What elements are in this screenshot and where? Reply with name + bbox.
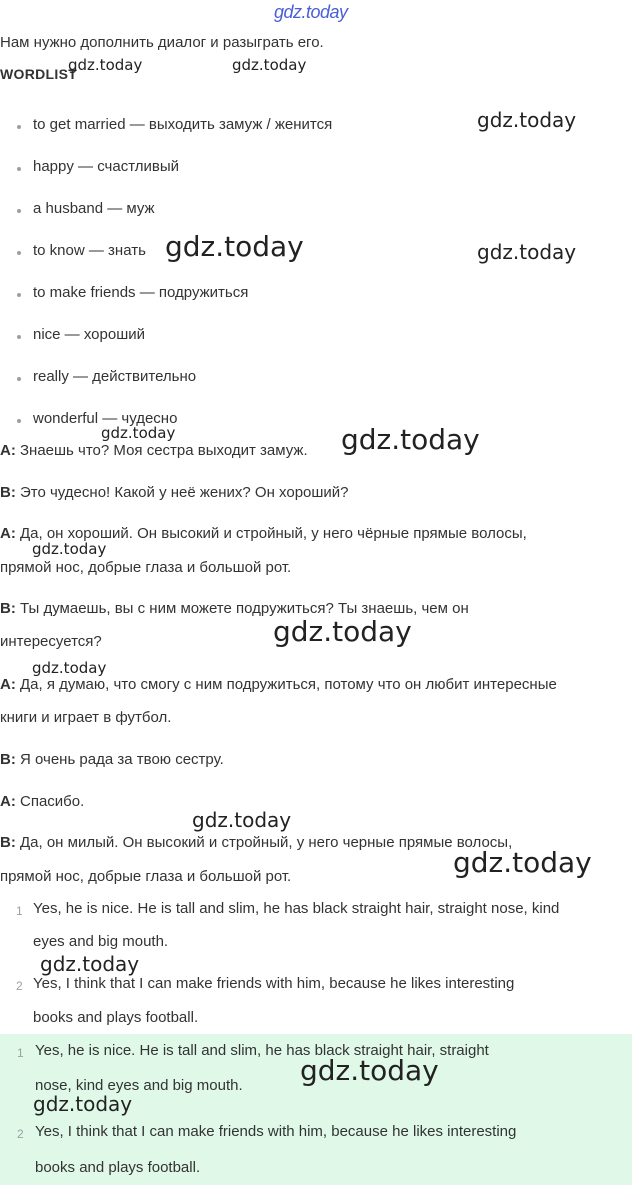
answer-line: books and plays football. [35,1159,201,1176]
watermark: gdz.today [232,56,307,74]
watermark: gdz.today [101,424,176,442]
dialog-line-continued: прямой нос, добрые глаза и большой рот. [0,868,292,885]
speaker-label: A: [0,793,16,810]
dialog-line [0,834,512,851]
dialog-line [0,484,349,501]
dialog-text: Я очень рада за твою сестру. [20,751,224,768]
watermark: gdz.today [33,1092,133,1116]
watermark: gdz.today [273,615,412,648]
watermark: gdz.today [477,240,577,264]
wordlist-item: really — действительно [33,368,197,385]
dialog-text: Ты думаешь, вы с ним можете подружиться? Ты знаешь, чем он [20,600,469,617]
answer-line: eyes and big mouth. [33,933,169,950]
answer-number: 2 [16,979,23,993]
dialog-text: Спасибо. [20,793,85,810]
bullet-icon [17,251,21,255]
answer-line: books and plays football. [33,1009,199,1026]
bullet-icon [17,209,21,213]
wordlist-item: a husband — муж [33,200,155,217]
watermark: gdz.today [341,423,480,456]
dialog-line-continued: книги и играет в футбол. [0,709,172,726]
speaker-label: B: [0,484,16,501]
bullet-icon [17,293,21,297]
watermark: gdz.today [32,540,107,558]
speaker-label: A: [0,442,16,459]
wordlist-item: happy — счастливый [33,158,179,175]
watermark: gdz.today [40,952,140,976]
answer-line: Yes, I think that I can make friends with him, because he likes interesting [33,975,515,992]
dialog-line [0,442,308,459]
bullet-icon [17,167,21,171]
watermark: gdz.today [300,1054,439,1087]
watermark: gdz.today [477,108,577,132]
answer-number: 1 [17,1046,24,1060]
speaker-label: A: [0,676,16,693]
answer-number: 2 [17,1127,24,1141]
wordlist-item: wonderful — чудесно [33,410,178,427]
speaker-label: B: [0,834,16,851]
bullet-icon [17,419,21,423]
answer-number: 1 [16,904,23,918]
dialog-line [0,751,224,768]
task-instruction: Нам нужно дополнить диалог и разыграть его. [0,34,324,51]
watermark: gdz.today [192,808,292,832]
dialog-line-continued: интересуется? [0,633,102,650]
watermark: gdz.today [32,659,107,677]
dialog-text: Да, он хороший. Он высокий и стройный, у него чёрные прямые волосы, [20,525,527,542]
watermark: gdz.today [453,846,592,879]
answer-line: Yes, he is nice. He is tall and slim, he has black straight hair, straight [35,1042,489,1059]
dialog-text: Это чудесно! Какой у неё жених? Он хороший? [20,484,349,501]
answer-line: Yes, I think that I can make friends with him, because he likes interesting [35,1123,517,1140]
wordlist-heading: WORDLIST [0,66,78,82]
wordlist-item: to know — знать [33,242,146,259]
dialog-text: Знаешь что? Моя сестра выходит замуж. [20,442,308,459]
answer-line: Yes, he is nice. He is tall and slim, he has black straight hair, straight nose, kind [33,900,560,917]
dialog-line [0,793,84,810]
bullet-icon [17,335,21,339]
dialog-line-continued: прямой нос, добрые глаза и большой рот. [0,559,292,576]
watermark: gdz.today [165,230,304,263]
answer-line: nose, kind eyes and big mouth. [35,1077,243,1094]
wordlist-item: to get married — выходить замуж / женится [33,116,333,133]
dialog-text: Да, я думаю, что смогу с ним подружиться, потому что он любит интересные [20,676,557,693]
wordlist-item: nice — хороший [33,326,146,343]
dialog-line [0,676,557,693]
speaker-label: B: [0,751,16,768]
site-logo[interactable]: gdz.today [274,2,348,22]
speaker-label: A: [0,525,16,542]
speaker-label: B: [0,600,16,617]
bullet-icon [17,125,21,129]
wordlist-item: to make friends — подружиться [33,284,249,301]
bullet-icon [17,377,21,381]
dialog-text: Да, он милый. Он высокий и стройный, у него черные прямые волосы, [20,834,513,851]
watermark: gdz.today [68,56,143,74]
